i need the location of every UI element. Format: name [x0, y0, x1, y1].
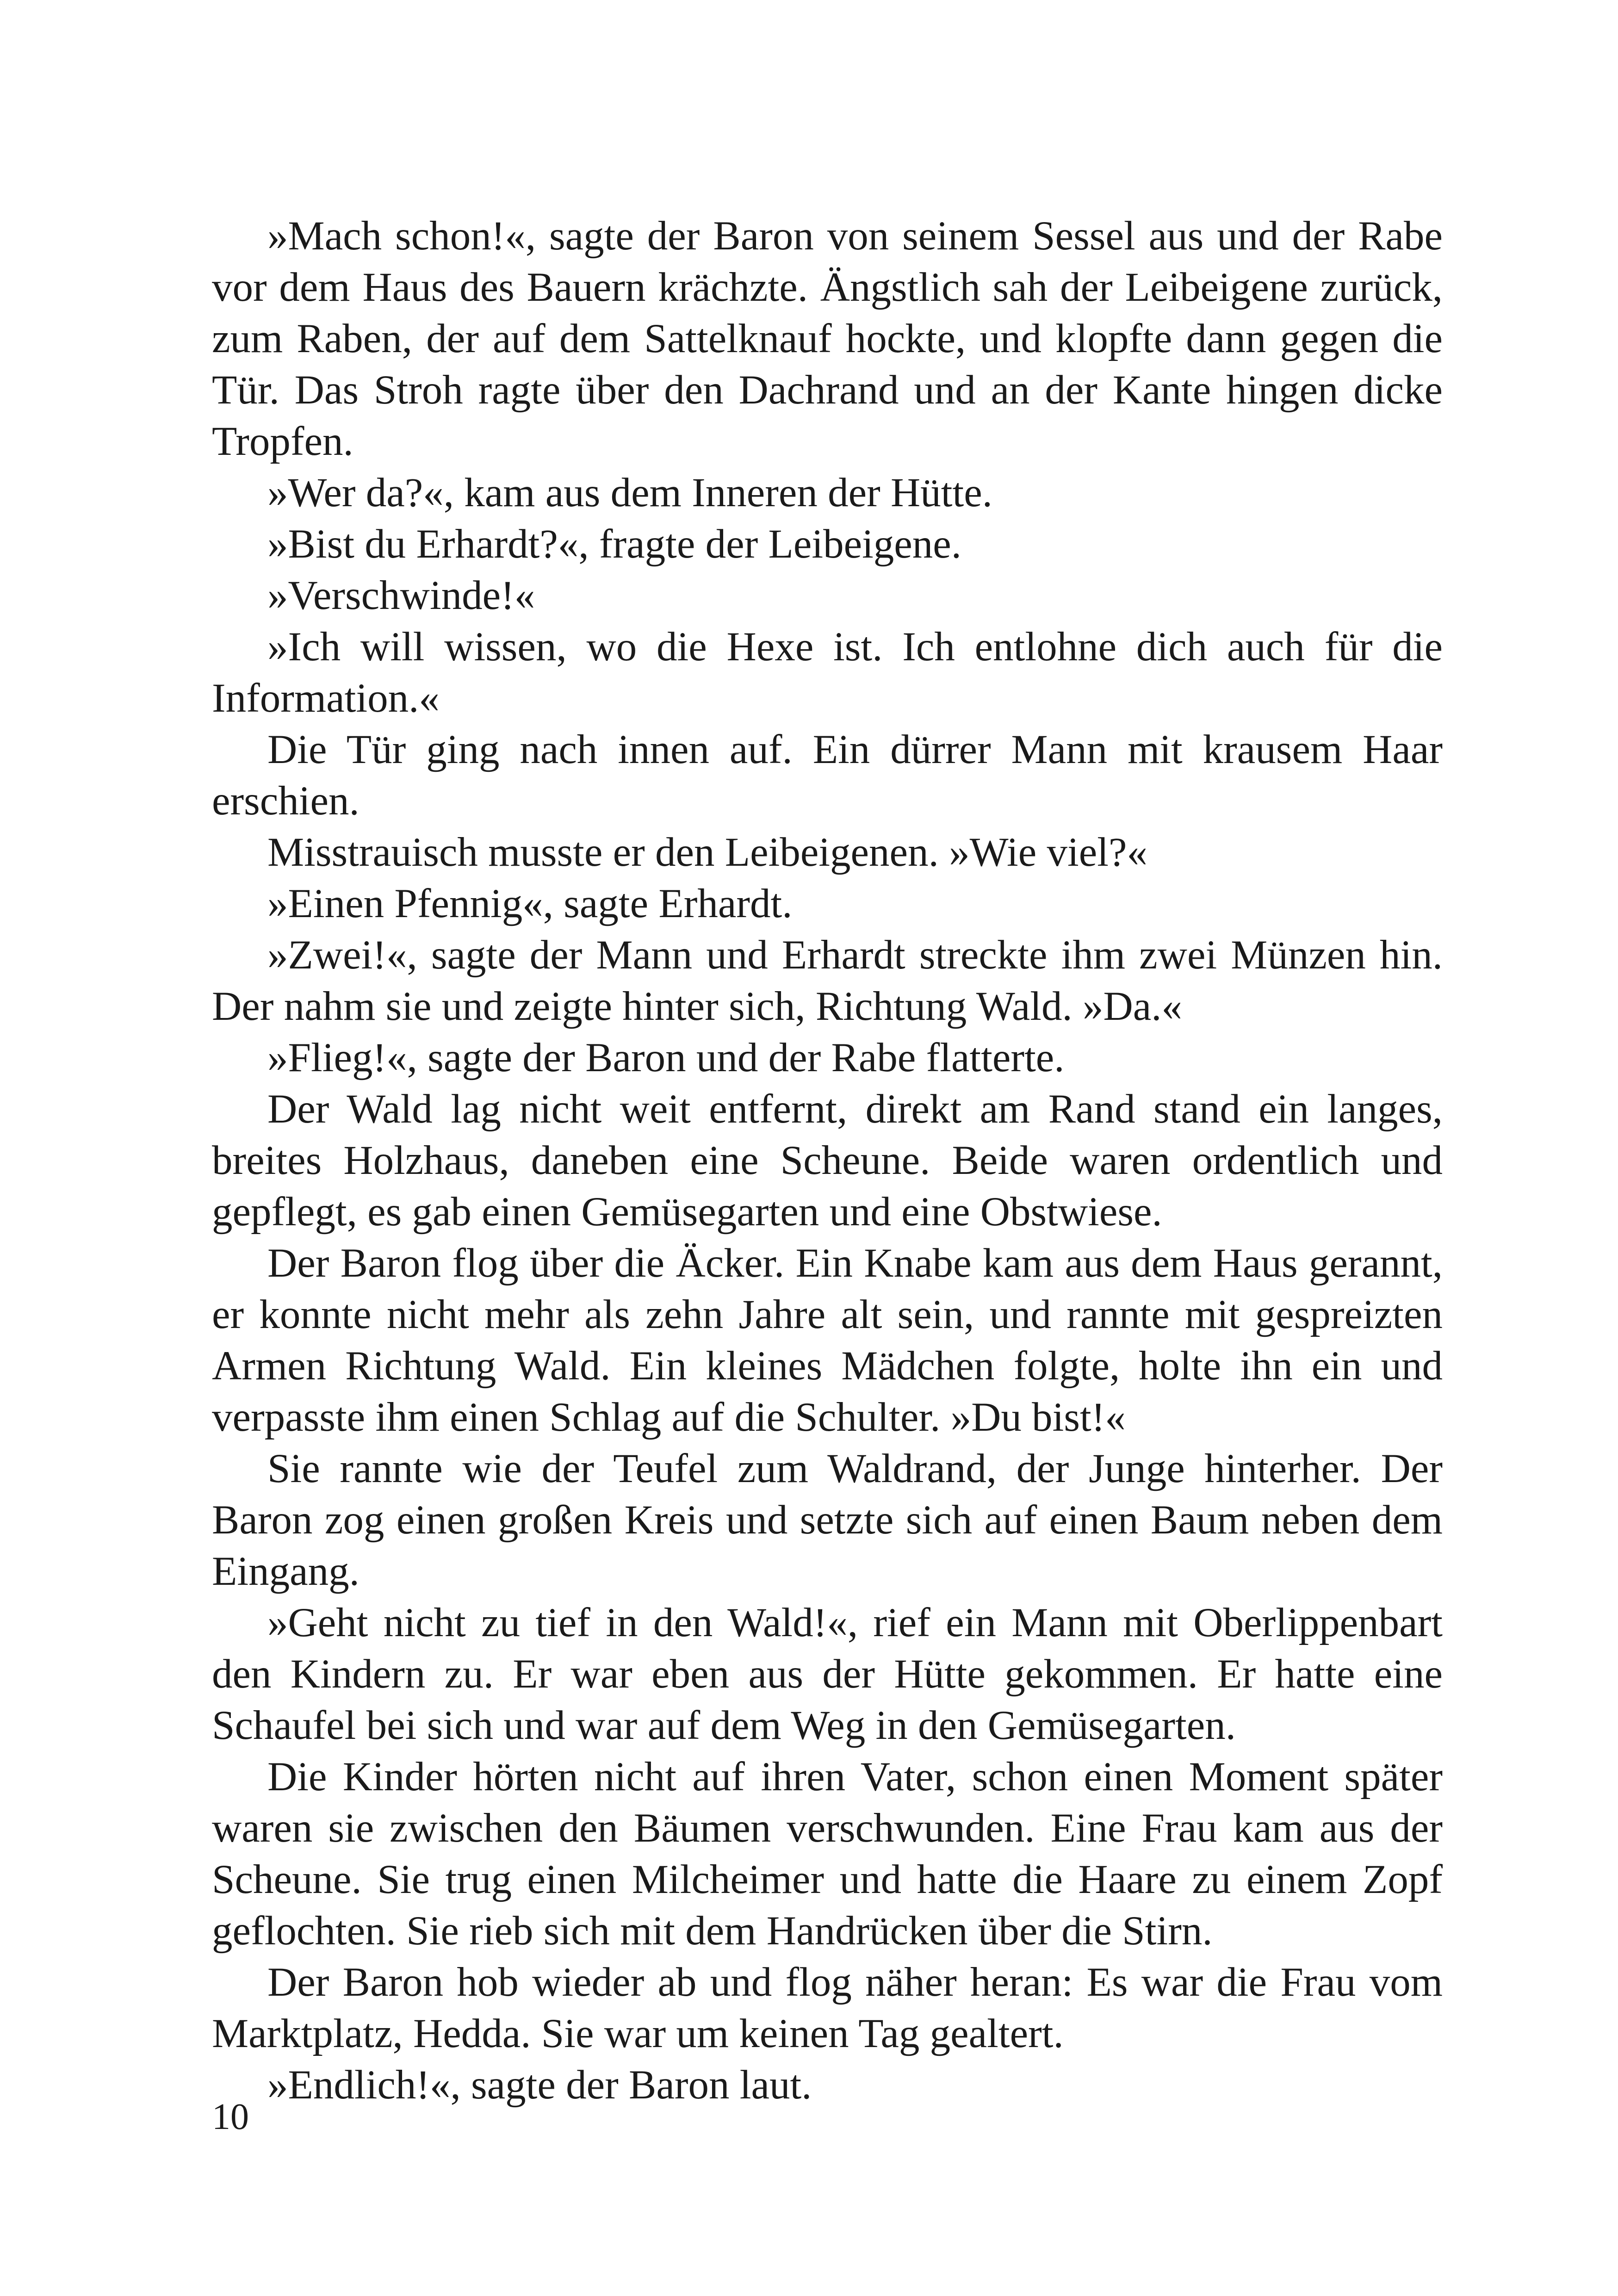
paragraph: »Mach schon!«, sagte der Baron von seinem Sessel aus und der Rabe vor dem Haus des Bauern krächzte. Ängstlich sah der Leibeigene zurück, zum Raben, der auf dem Sattelknauf hockte, und klopfte dann gegen die Tür. Das Stroh ragte über den Dachrand und an der Kante hingen dicke Tropfen. [212, 213, 1443, 464]
paragraph: »Geht nicht zu tief in den Wald!«, rief ein Mann mit Oberlippenbart den Kindern zu. Er war eben aus der Hütte gekommen. Er hatte eine Schaufel bei sich und war auf dem Weg in den Gemüsegarten. [212, 1600, 1443, 1748]
paragraph: Die Tür ging nach innen auf. Ein dürrer Mann mit krausem Haar erschien. [212, 727, 1443, 824]
paragraph: »Verschwinde!« [267, 573, 535, 618]
page-number: 10 [212, 2097, 249, 2137]
paragraph: »Flieg!«, sagte der Baron und der Rabe flatterte. [267, 1035, 1065, 1080]
paragraph: Misstrauisch musste er den Leibeigenen. »Wie viel?« [267, 830, 1147, 875]
body-text [212, 211, 1443, 2111]
paragraph: »Wer da?«, kam aus dem Inneren der Hütte. [267, 470, 993, 515]
paragraph: »Endlich!«, sagte der Baron laut. [267, 2062, 812, 2108]
paragraph: »Bist du Erhardt?«, fragte der Leibeigene. [267, 521, 962, 567]
paragraph: Die Kinder hörten nicht auf ihren Vater, schon einen Moment später waren sie zwischen den Bäumen verschwunden. Eine Frau kam aus der Scheune. Sie trug einen Milcheimer und hatte die Haare zu einem Zopf geflochten. Sie rieb sich mit dem Handrücken über die Stirn. [212, 1754, 1443, 1954]
paragraph: »Ich will wissen, wo die Hexe ist. Ich entlohne dich auch für die Information.« [212, 624, 1443, 721]
paragraph: Sie rannte wie der Teufel zum Waldrand, der Junge hinterher. Der Baron zog einen großen Kreis und setzte sich auf einen Baum neben dem Eingang. [212, 1446, 1443, 1594]
paragraph: Der Wald lag nicht weit entfernt, direkt am Rand stand ein langes, breites Holzhaus, daneben eine Scheune. Beide waren ordentlich und gepflegt, es gab einen Gemüsegarten und eine Obstwiese. [212, 1086, 1443, 1235]
paragraph: Der Baron hob wieder ab und flog näher heran: Es war die Frau vom Marktplatz, Hedda. Sie war um keinen Tag gealtert. [212, 1960, 1443, 2056]
paragraph: »Zwei!«, sagte der Mann und Erhardt streckte ihm zwei Münzen hin. Der nahm sie und zeigte hinter sich, Richtung Wald. »Da.« [212, 932, 1443, 1029]
paragraph: »Einen Pfennig«, sagte Erhardt. [267, 881, 793, 926]
paragraph: Der Baron flog über die Äcker. Ein Knabe kam aus dem Haus gerannt, er konnte nicht mehr als zehn Jahre alt sein, und rannte mit gespreizten Armen Richtung Wald. Ein kleines Mädchen folgte, holte ihn ein und verpasste ihm einen Schlag auf die Schulter. »Du bist!« [212, 1241, 1443, 1440]
